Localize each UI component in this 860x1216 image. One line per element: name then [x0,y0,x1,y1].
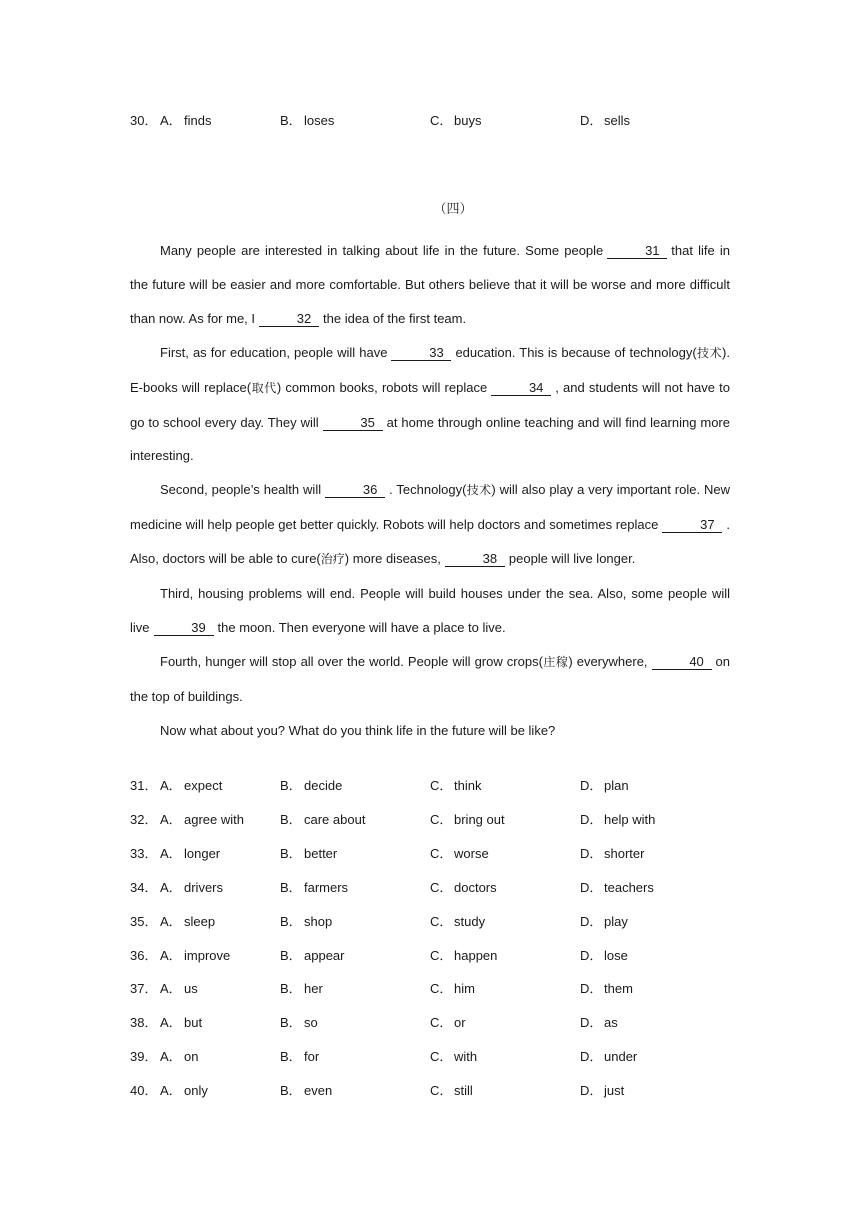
section-title: （四） [433,202,473,217]
option-b: B． so [280,1015,318,1031]
option-c: C． him [430,981,475,997]
option-d: D． them [580,981,633,997]
blank-35: 35 [323,416,383,431]
question-number: 34． [130,879,158,895]
question-33 [130,844,750,864]
option-b: B． decide [280,778,343,793]
option-d: D． play [580,913,628,929]
question-40 [130,1081,750,1101]
blank-36: 36 [325,483,385,498]
option-d: D． lose [580,947,628,963]
blank-32: 32 [259,312,319,327]
question-number: 40． [130,1083,158,1099]
option-d: D． shorter [580,845,645,861]
option-b: B． farmers [280,879,349,895]
question-number: 38． [130,1015,158,1031]
blank-38: 38 [445,552,505,567]
paragraph-2: First, as for education, people will have 33 education. This is because of technology(技术). E-books will replace(取代) common books, robots will replace 34 , and students will not have to go to school every day. They will 35 at home through online teaching and will find learning more interesting. [130,344,730,464]
option-a: A． agree with [160,811,244,827]
option-a: A． longer [160,845,221,861]
option-a: A． on [160,1049,199,1065]
option-a: A． finds [160,113,212,128]
question-number: 39． [130,1049,158,1065]
blank-31: 31 [607,244,667,259]
option-a: A． only [160,1083,208,1099]
blank-33: 33 [391,346,451,361]
question-37 [130,979,750,999]
paragraph-6: Now what about you? What do you think life in the future will be like? [160,722,556,738]
option-d: D． plan [580,778,629,793]
question-34 [130,878,750,898]
blank-40: 40 [652,655,712,670]
option-c: C． or [430,1015,466,1031]
blank-39: 39 [154,621,214,636]
question-number: 32． [130,811,158,827]
option-a: A． but [160,1015,203,1031]
question-30 [130,111,750,131]
question-number: 37． [130,981,158,997]
option-b: B． even [280,1083,333,1099]
question-39 [130,1047,750,1067]
option-a: A． sleep [160,913,216,929]
paragraph-1: Many people are interested in talking about life in the future. Some people 31 that life in the future will be easier and more comfortable. But others believe that it will be worse and more difficult than now. As for me, I 32 the idea of the first team. [130,243,730,326]
question-38 [130,1013,750,1033]
question-number: 33． [130,845,158,861]
paragraph-4: Third, housing problems will end. People will build houses under the sea. Also, some people will live 39 the moon. Then everyone will have a place to live. [130,586,730,635]
option-b: B． for [280,1049,320,1065]
option-a: A． drivers [160,879,224,895]
blank-37: 37 [662,518,722,533]
option-d: D． under [580,1049,638,1065]
question-35 [130,912,750,932]
option-c: C． buys [430,113,482,128]
question-number: 35． [130,913,158,929]
question-31 [130,776,750,796]
option-c: C． happen [430,947,498,963]
option-c: C． worse [430,845,489,861]
option-a: A． improve [160,947,231,963]
paragraph-3: Second, people’s health will 36 . Technology(技术) will also play a very important role. New medicine will help people get better quickly. Robots will help doctors and sometimes replace 37 . Also, doctors will be able to cure(治疗) more diseases, 38 people will live longer. [130,482,730,567]
question-32 [130,810,750,830]
option-b: B． shop [280,913,333,929]
option-d: D． just [580,1083,625,1099]
option-d: D． sells [580,113,631,128]
option-c: C． bring out [430,811,505,827]
option-a: A． expect [160,778,223,793]
question-number: 30． [130,113,158,128]
option-c: C． think [430,778,482,793]
option-c: C． study [430,913,486,929]
question-number: 36． [130,947,158,963]
option-b: B． loses [280,113,335,128]
question-number: 31． [130,778,158,793]
option-b: B． care about [280,811,366,827]
option-b: B． her [280,981,323,997]
paragraph-5: Fourth, hunger will stop all over the world. People will grow crops(庄稼) everywhere, 40 on the top of buildings. [130,653,731,704]
option-c: C． with [430,1049,478,1065]
option-c: C． doctors [430,879,497,895]
cloze-passage [130,234,730,748]
question-36 [130,946,750,966]
option-a: A． us [160,981,198,997]
option-d: D． help with [580,811,656,827]
option-b: B． appear [280,947,345,963]
blank-34: 34 [491,381,551,396]
option-d: D． teachers [580,879,654,895]
option-d: D． as [580,1015,618,1031]
option-c: C． still [430,1083,473,1099]
option-b: B． better [280,845,338,861]
